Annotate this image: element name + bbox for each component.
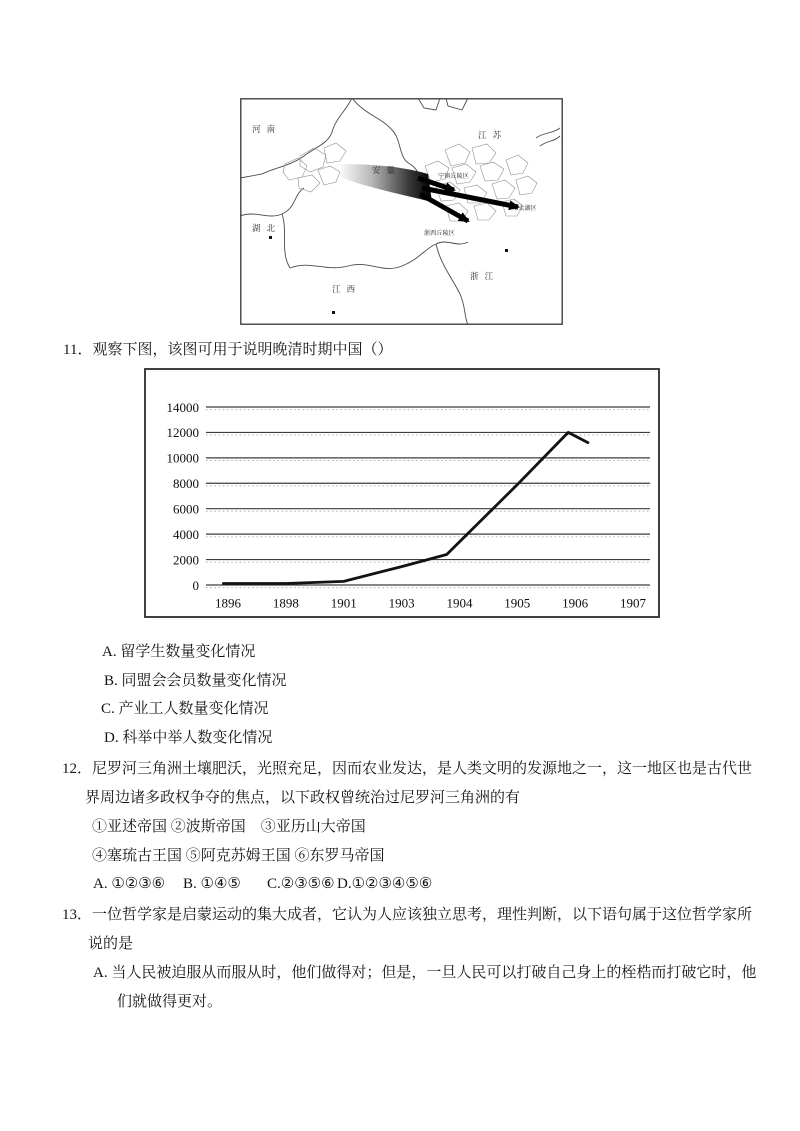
q12-answer-row — [93, 874, 653, 896]
y-axis-tick-label: 6000 — [173, 501, 199, 517]
q12-option-a: A. ①②③⑥ — [93, 876, 166, 892]
question-13-line-1: 13．一位哲学家是启蒙运动的集大成者，它认为人应该独立思考，理性判断，以下语句属于这位哲学家所 — [62, 907, 753, 923]
y-axis-tick-label: 0 — [192, 577, 199, 593]
question-12-line-1: 12．尼罗河三角洲土壤肥沃，光照充足，因而农业发达，是人类文明的发源地之一，这一地区也是古代世 — [62, 761, 753, 777]
chart-border — [145, 369, 659, 617]
label-region-ningzhen: 宁镇丘陵区 — [438, 173, 469, 180]
line-chart-figure — [144, 368, 660, 618]
province-map-svg — [240, 98, 563, 325]
question-12-line-2: 界周边诸多政权争夺的焦点，以下政权曾统治过尼罗河三角洲的有 — [85, 790, 521, 806]
x-axis-tick-label: 1904 — [446, 595, 473, 611]
q13-option-a-line-2: 们就做得更对。 — [117, 994, 223, 1010]
question-11-heading: 11．观察下图，该图可用于说明晚清时期中国（） — [63, 342, 393, 358]
label-region-taihu: 东太湖区 — [512, 205, 537, 212]
q13-option-a-line-1: A. 当人民被迫服从而服从时，他们做得对；但是，一旦人民可以打破自己身上的桎梏而打破它时，他 — [93, 965, 757, 981]
label-hubei: 湖 北 — [252, 223, 278, 233]
x-axis-tick-label: 1896 — [215, 595, 241, 611]
x-axis-tick-label: 1905 — [504, 595, 531, 611]
q11-option-b: B. 同盟会会员数量变化情况 — [104, 673, 287, 689]
label-henan: 河 南 — [252, 124, 278, 134]
q12-items-line-2: ④塞琉古王国 ⑤阿克苏姆王国 ⑥东罗马帝国 — [92, 848, 385, 864]
q11-option-d: D. 科举中举人数变化情况 — [104, 730, 273, 746]
y-axis-tick-label: 12000 — [166, 425, 199, 441]
q12-option-d: D.①②③④⑤⑥ — [337, 876, 433, 892]
line-chart-svg — [144, 368, 660, 618]
q12-items-line-1: ①亚述帝国 ②波斯帝国 ③亚历山大帝国 — [92, 819, 366, 835]
x-axis-tick-label: 1906 — [562, 595, 589, 611]
x-axis-tick-label: 1901 — [330, 595, 357, 611]
label-jiangsu: 江 苏 — [478, 130, 504, 140]
y-axis-tick-label: 4000 — [173, 526, 199, 542]
label-zhejiang: 浙 江 — [470, 271, 496, 281]
q11-option-c: C. 产业工人数量变化情况 — [101, 701, 269, 717]
label-jiangxi: 江 西 — [332, 284, 358, 294]
q12-option-b: B. ①④⑤ — [183, 876, 241, 892]
x-axis-tick-label: 1903 — [388, 595, 415, 611]
y-axis-tick-label: 14000 — [166, 399, 199, 415]
question-13-line-2: 说的是 — [88, 936, 134, 952]
q11-option-a: A. 留学生数量变化情况 — [102, 644, 256, 660]
q12-option-c: C.②③⑤⑥ — [267, 876, 335, 892]
province-map-figure — [240, 98, 563, 325]
y-axis-tick-label: 2000 — [173, 552, 199, 568]
y-axis-tick-label: 10000 — [166, 450, 199, 466]
label-anhui: 安 徽 — [372, 165, 398, 175]
x-axis-tick-label: 1907 — [620, 595, 647, 611]
x-axis-tick-label: 1898 — [272, 595, 299, 611]
y-axis-tick-label: 8000 — [173, 476, 199, 492]
label-region-zhexi: 浙西丘陵区 — [424, 230, 455, 237]
